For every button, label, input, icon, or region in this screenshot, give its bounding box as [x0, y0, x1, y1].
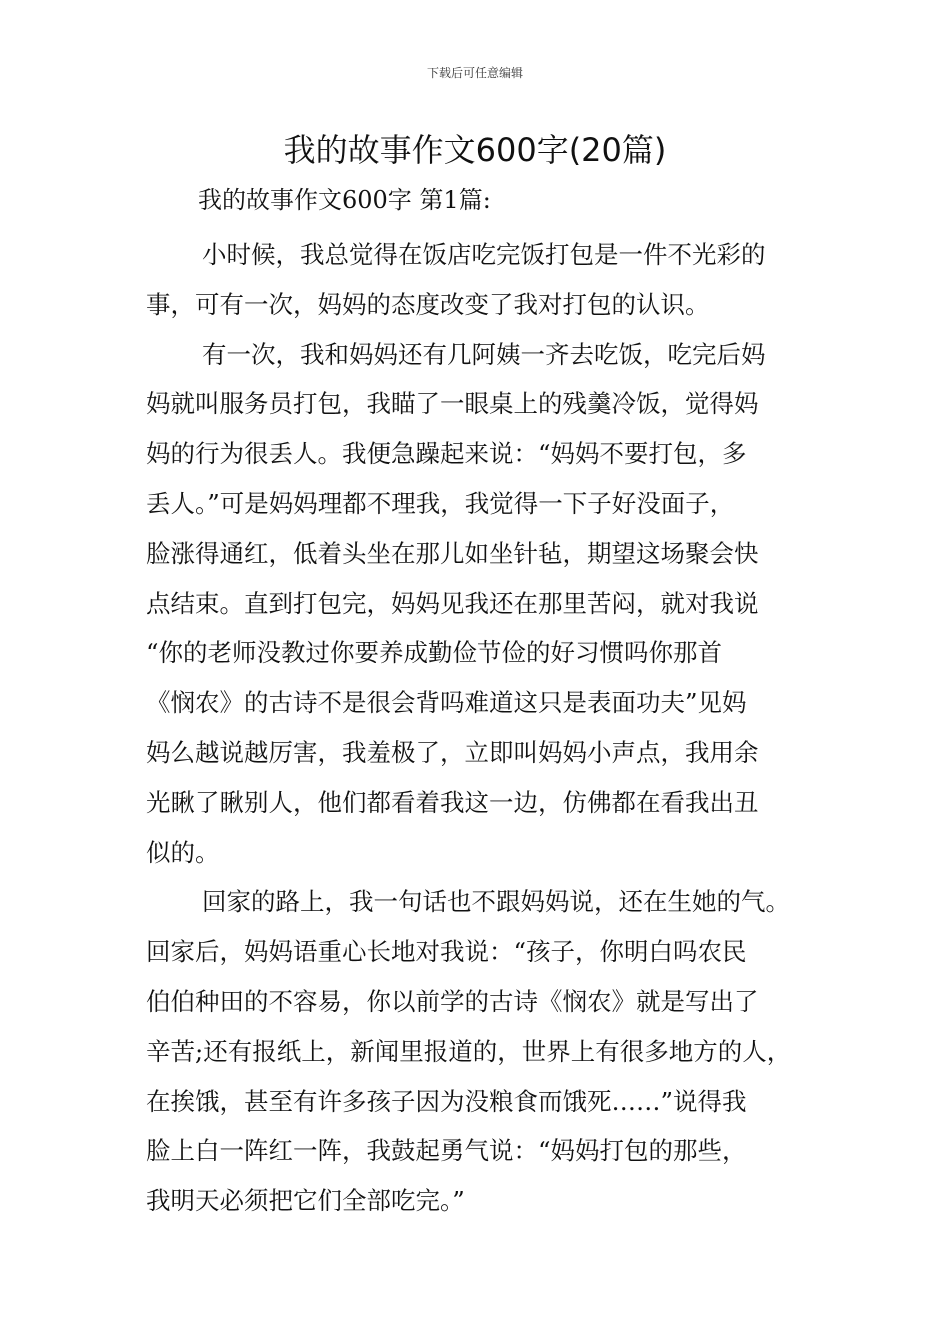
text-line: 回家的路上，我一句话也不跟妈妈说，还在生她的气。 [202, 887, 790, 917]
text-line: 丢人。”可是妈妈理都不理我，我觉得一下子好没面子， [146, 488, 735, 518]
text-line: “你的老师没教过你要养成勤俭节俭的好习惯吗你那首 [146, 638, 723, 668]
text-line: 光瞅了瞅别人，他们都看着我这一边，仿佛都在看我出丑 [146, 787, 759, 817]
text-line: 点结束。直到打包完，妈妈见我还在那里苦闷，就对我说 [146, 588, 759, 618]
text-line: 妈就叫服务员打包，我瞄了一眼桌上的残羹冷饭，觉得妈 [146, 389, 759, 419]
text-line: 有一次，我和妈妈还有几阿姨一齐去吃饭，吃完后妈 [202, 339, 766, 369]
text-line: 妈么越说越厉害，我羞极了，立即叫妈妈小声点，我用余 [146, 737, 759, 767]
header-note: 下载后可任意编辑 [426, 66, 523, 80]
text-line: 我明天必须把它们全部吃完。” [146, 1186, 465, 1216]
text-line: 在挨饿，甚至有许多孩子因为没粮食而饿死……”说得我 [146, 1086, 747, 1116]
text-line: 脸上白一阵红一阵，我鼓起勇气说：“妈妈打包的那些， [146, 1136, 747, 1166]
body-text [146, 230, 826, 1226]
text-line: 辛苦;还有报纸上，新闻里报道的，世界上有很多地方的人， [146, 1036, 792, 1066]
text-line: 似的。 [146, 837, 220, 867]
text-line: 事，可有一次，妈妈的态度改变了我对打包的认识。 [146, 289, 710, 319]
section-heading: 我的故事作文600字 第1篇: [198, 186, 491, 214]
text-line: 回家后，妈妈语重心长地对我说：“孩子，你明白吗农民 [146, 937, 747, 967]
text-line: 小时候，我总觉得在饭店吃完饭打包是一件不光彩的 [202, 240, 766, 269]
text-line: 伯伯种田的不容易，你以前学的古诗《悯农》就是写出了 [146, 986, 759, 1016]
text-line: 《悯农》的古诗不是很会背吗难道这只是表面功夫”见妈 [146, 688, 747, 718]
document-title: 我的故事作文600字(20篇) [283, 131, 667, 169]
text-line: 脸涨得通红，低着头坐在那儿如坐针毡，期望这场聚会快 [146, 538, 759, 568]
text-line: 妈的行为很丢人。我便急躁起来说：“妈妈不要打包，多 [146, 439, 747, 469]
